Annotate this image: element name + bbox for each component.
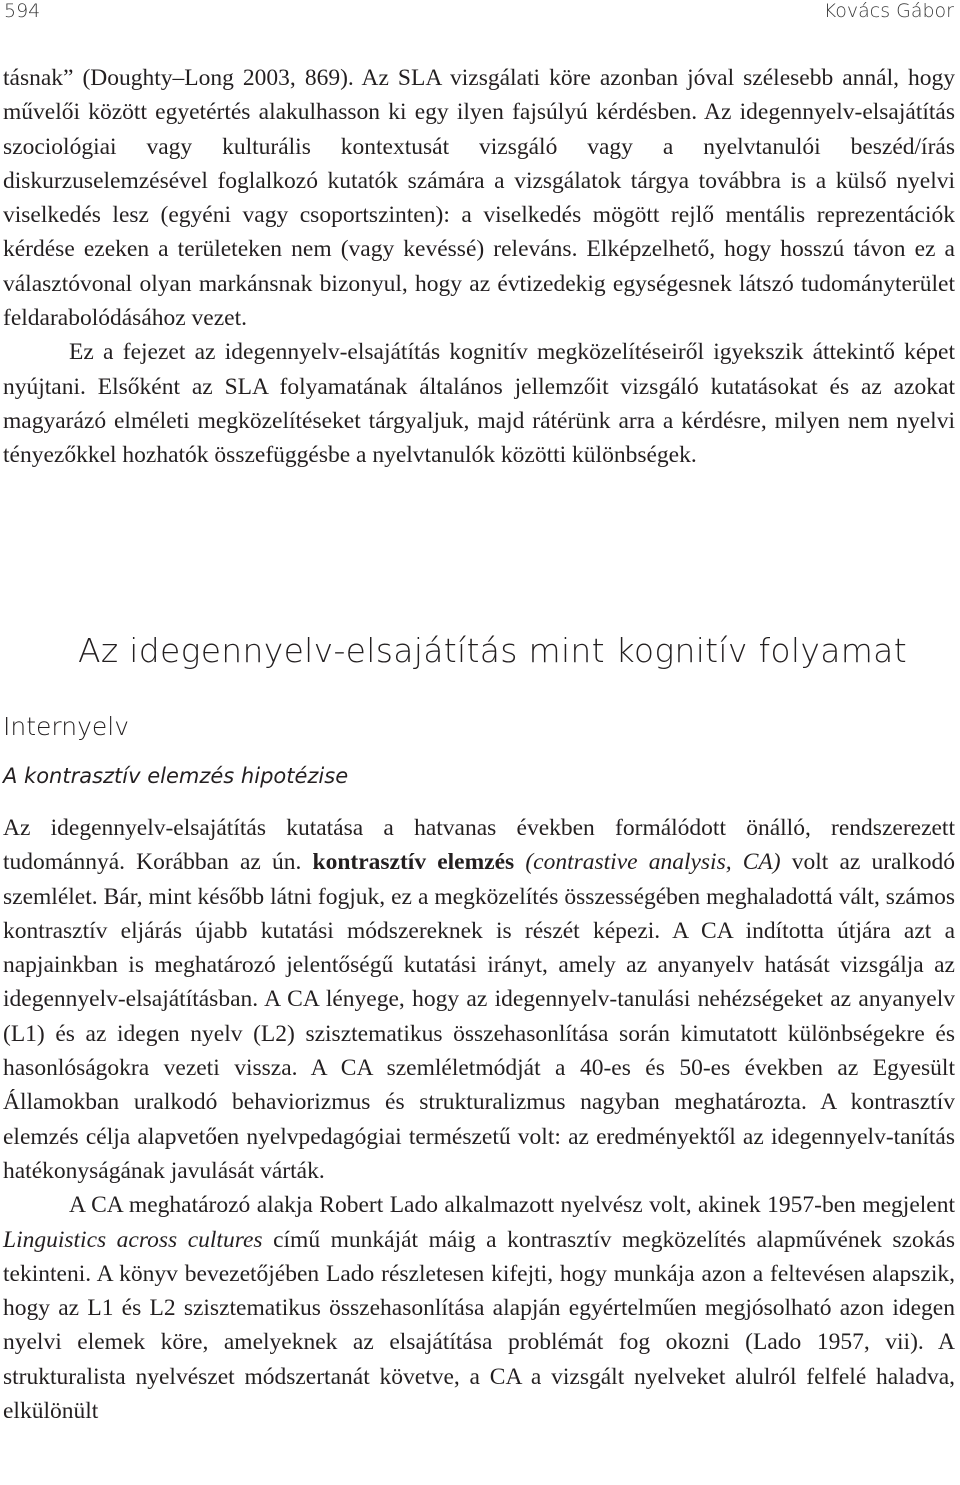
main-paragraph-1: [3, 811, 955, 1188]
intro-paragraph-2: Ez a fejezet az idegennyelv-elsajátítás kognitív megközelítéseiről igyekszik áttekintő képet nyújtani. Elsőként az SLA folyamatának általános jellemzőit vizsgáló kutatásokat és az azokat magyarázó elméleti megközelítéseket tárgyaljuk, majd rátérünk arra a kérdésre, milyen nem nyelvi tényezőkkel hozhatók összefüggésbe a nyelvtanulók közötti különbségek.: [3, 339, 955, 469]
p1-text-start: Az idegennyelv-elsajátítás kutatása a hatvanas években formálódott önálló, rendszerezett tudománnyá. Korábban az ún.: [3, 815, 955, 876]
p2-text-rest: című munkáját máig a kontrasztív megközelítés alapművének szokás tekinteni. A könyv bevezetőjében Lado részletesen kifejti, hogy munkája azon a feltevésen alapszik, hogy az L1 és L2 szisztematikus összehasonlítása alapján egyértelműen megjósolható azon idegen nyelvi elemek köre, amelyeknek az elsajátítása problémát fog okozni (Lado 1957, vii). A strukturalista nyelvészet módszertanát követve, a CA a vizsgált nyelveket alulról felfelé haladva, elkülönült: [3, 1226, 955, 1425]
running-head-author: Kovács Gábor: [823, 0, 954, 22]
page-number: 594: [4, 0, 41, 22]
key-term: kontrasztív elemzés: [312, 849, 515, 876]
key-term-english: (contrastive analysis, CA): [514, 849, 781, 876]
main-text: [3, 811, 955, 1428]
book-title: Linguistics across cultures: [3, 1226, 263, 1253]
section-title: Internyelv: [3, 712, 130, 741]
chapter-title: Az idegennyelv-elsajátítás mint kognitív folyamat: [78, 631, 907, 670]
intro-text: [3, 61, 955, 473]
intro-paragraph-1: tásnak” (Doughty–Long 2003, 869). Az SLA vizsgálati köre azonban jóval szélesebb annál, hogy művelői között egyetértés alakulhasson ki egy ilyen fajsúlyú kérdésben. Az idegennyelv-elsajátítás szociológiai vagy kulturális kontextusát vizsgáló vagy a nyelvtanulói beszéd/írás diskurzuselemzésével foglalkozó kutatók számára a vizsgálatok tárgya továbbra is a külső nyelvi viselkedés lesz (egyéni vagy csoportszinten): a viselkedés mögött rejlő mentális reprezentációk kérdése ezeken a területeken nem (vagy kevéssé) releváns. Elképzelhető, hogy hosszú távon ez a választóvonal olyan markánsnak bizonyul, hogy az évtizedekig egységesnek látszó tudományterület feldarabolódásához vezet.: [3, 65, 955, 332]
p1-text-rest: volt az uralkodó szemlélet. Bár, mint később látni fogjuk, ez a megközelítés összességében meghaladottá vált, számos kontrasztív eljárás újabb kutatási módszereknek is részét képezi. A CA indította útjára azt a napjainkban is meghatározó jelentőségű kutatási irányt, amely az anyanyelv hatását vizsgálja az idegennyelv-elsajátításban. A CA lényege, hogy az idegennyelv-tanulási nehézségeket az anyanyelv (L1) és az idegen nyelv (L2) szisztematikus összehasonlítása során kimutatott különbségekre és hasonlóságokra vezeti vissza. A CA szemléletmódját a 40-es és 50-es években az Egyesült Államokban uralkodó behaviorizmus és strukturalizmus nagyban meghatározta. A kontrasztív elemzés célja alapvetően nyelvpedagógiai természetű volt: az eredményektől az idegennyelv-tanítás hatékonyságának javulását várták.: [3, 849, 955, 1184]
page-header: [4, 0, 954, 26]
main-paragraph-2: [3, 1188, 955, 1428]
p2-text-start: A CA meghatározó alakja Robert Lado alkalmazott nyelvész volt, akinek 1957-ben megjelent: [69, 1192, 955, 1219]
subsection-title: A kontrasztív elemzés hipotézise: [3, 764, 349, 788]
